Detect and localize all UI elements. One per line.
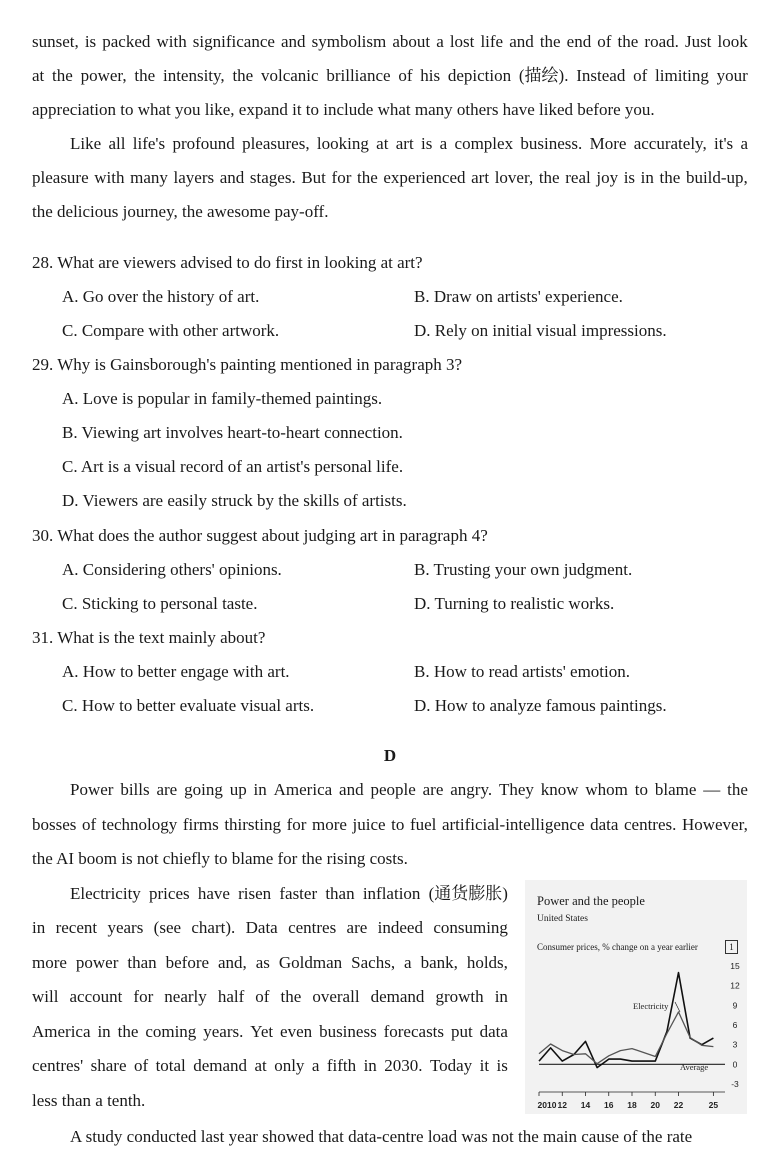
- word: about: [392, 32, 431, 51]
- y-tick-label: -3: [731, 1079, 739, 1089]
- word: are: [156, 780, 178, 799]
- section-label: D: [383, 746, 397, 765]
- question-29-stem: 29. Why is Gainsborough's painting mentioned in paragraph 3?: [32, 355, 463, 374]
- question-29-option-b[interactable]: B. Viewing art involves heart-to-heart connection.: [62, 423, 403, 442]
- word: packed: [102, 32, 151, 51]
- word: of: [255, 987, 270, 1006]
- word: coming: [145, 1022, 197, 1041]
- word: in: [363, 1056, 377, 1075]
- passage-d-p2-line-5: [32, 1022, 508, 1042]
- word: More: [589, 134, 627, 153]
- passage-d-p1-line-2: [32, 815, 748, 835]
- word: Today: [429, 1056, 473, 1075]
- word: going: [184, 780, 223, 799]
- word: data: [590, 815, 619, 834]
- prev-passage-line-2: [32, 66, 748, 86]
- word: it: [479, 1056, 490, 1075]
- x-tick-label: 20: [650, 1100, 660, 1110]
- word: end: [566, 32, 592, 51]
- question-30-option-b[interactable]: B. Trusting your own judgment.: [414, 560, 633, 579]
- word: (描绘).: [518, 66, 569, 85]
- word: people: [370, 780, 416, 799]
- word: know: [540, 780, 579, 799]
- word: joy: [596, 168, 619, 187]
- question-31-option-a[interactable]: A. How to better engage with art.: [62, 662, 290, 681]
- word: holds,: [466, 953, 508, 972]
- y-tick-label: 0: [732, 1059, 738, 1070]
- y-tick-label: 9: [732, 1000, 738, 1011]
- word: up: [229, 780, 247, 799]
- passage-d-p2-line-2: [32, 918, 508, 938]
- y-tick-label: 6: [732, 1020, 738, 1030]
- word: stages.: [249, 168, 296, 187]
- word: (通货膨胀): [428, 884, 508, 903]
- word: America: [273, 780, 333, 799]
- word: recent: [55, 918, 98, 937]
- word: lover,: [494, 168, 534, 187]
- question-31-option-b[interactable]: B. How to read artists' emotion.: [414, 662, 631, 681]
- word: inflation: [362, 884, 421, 903]
- annotation-electricity-leader: [675, 1002, 680, 1012]
- word: indeed: [377, 918, 423, 937]
- word: experienced: [383, 168, 466, 187]
- word: They: [498, 780, 534, 799]
- word: power,: [80, 66, 127, 85]
- word: a: [436, 32, 444, 51]
- word: at: [376, 134, 389, 153]
- word: many: [130, 168, 168, 187]
- word: and: [339, 780, 364, 799]
- word: is: [84, 32, 97, 51]
- word: is: [623, 168, 636, 187]
- word: all: [108, 134, 126, 153]
- chart-title: Power and the people: [537, 894, 645, 908]
- passage-d-p3-line-1: A study conducted last year showed that data-centre load was not the main cause of the rate: [70, 1127, 693, 1146]
- word: is: [421, 134, 433, 153]
- word: the: [52, 66, 73, 85]
- word: with: [156, 32, 187, 51]
- word: and: [281, 32, 306, 51]
- word: at: [32, 66, 45, 85]
- question-29-option-a[interactable]: A. Love is popular in family-themed paintings.: [62, 389, 383, 408]
- word: account: [69, 987, 123, 1006]
- word: thirsting: [224, 815, 281, 834]
- power-price-chart: [525, 880, 747, 1114]
- word: for: [286, 815, 307, 834]
- word: art: [395, 134, 414, 153]
- question-30-option-a[interactable]: A. Considering others' opinions.: [62, 560, 282, 579]
- question-28-option-c[interactable]: C. Compare with other artwork.: [62, 321, 280, 340]
- word: life's: [132, 134, 166, 153]
- chart-number-badge: 1: [725, 940, 738, 954]
- word: centres: [288, 918, 337, 937]
- word: the: [280, 987, 302, 1006]
- word: risen: [238, 884, 272, 903]
- word: for: [331, 168, 352, 187]
- question-30-stem: 30. What does the author suggest about judging art in paragraph 4?: [32, 526, 488, 545]
- word: artificial-intelligence: [441, 815, 585, 834]
- word: the: [727, 780, 748, 799]
- y-tick-label: 3: [732, 1039, 738, 1050]
- series-line-electricity: [539, 973, 713, 1068]
- word: are: [422, 780, 444, 799]
- word: data: [479, 1022, 508, 1041]
- passage-d-p1-line-1: [70, 780, 748, 800]
- word: demand: [193, 1056, 248, 1075]
- word: more: [32, 953, 67, 972]
- word: your: [716, 66, 748, 85]
- word: nearly: [164, 987, 207, 1006]
- word: Goldman: [278, 953, 343, 972]
- word: pleasure: [32, 168, 89, 187]
- passage-d-p2-line-6: [32, 1056, 508, 1076]
- word: more: [311, 815, 347, 834]
- word: of: [633, 66, 648, 85]
- word: than: [127, 953, 157, 972]
- word: Data: [245, 918, 278, 937]
- word: limiting: [655, 66, 709, 85]
- word: volcanic: [260, 66, 319, 85]
- x-tick-label: 12: [557, 1100, 567, 1110]
- word: it's: [714, 134, 734, 153]
- y-tick-label: 15: [730, 961, 740, 971]
- word: demand: [370, 987, 425, 1006]
- word: and: [509, 32, 534, 51]
- word: accurately,: [633, 134, 707, 153]
- word: centres': [32, 1056, 84, 1075]
- word: Sachs,: [351, 953, 396, 972]
- word: centres.: [623, 815, 677, 834]
- word: before: [165, 953, 210, 972]
- word: are: [346, 918, 368, 937]
- passage-d-p2-line-1: [70, 884, 508, 904]
- word: looking: [316, 134, 369, 153]
- x-tick-label: 16: [604, 1100, 614, 1110]
- word: a: [311, 1056, 320, 1075]
- word: bank,: [420, 953, 458, 972]
- x-tick-label: 18: [627, 1100, 637, 1110]
- word: years: [107, 918, 144, 937]
- word: depiction: [447, 66, 512, 85]
- word: of: [597, 32, 612, 51]
- prev-passage-line-3: appreciation to what you like, expand it to include what many others have liked before you.: [32, 100, 655, 119]
- word: the: [617, 32, 639, 51]
- word: significance: [192, 32, 275, 51]
- question-31-stem: 31. What is the text mainly about?: [32, 628, 266, 647]
- word: America: [32, 1022, 91, 1041]
- word: of: [81, 815, 97, 834]
- chart-plot: [525, 880, 747, 1114]
- word: as: [255, 953, 270, 972]
- word: art: [471, 168, 490, 187]
- word: technology: [101, 815, 178, 834]
- word: 2030.: [384, 1056, 423, 1075]
- question-28-option-d[interactable]: D. Rely on initial visual impressions.: [414, 321, 667, 340]
- word: the: [232, 66, 254, 85]
- word: the: [659, 168, 681, 187]
- word: only: [274, 1056, 305, 1075]
- prev-passage-line-1: [32, 32, 748, 52]
- annotation-average: Average: [680, 1062, 709, 1072]
- word: whom: [585, 780, 628, 799]
- x-tick-label: 2010: [537, 1100, 557, 1110]
- word: will: [32, 987, 59, 1006]
- word: for: [133, 987, 154, 1006]
- word: Yet: [250, 1022, 274, 1041]
- word: business: [319, 1022, 377, 1041]
- question-28-option-b[interactable]: B. Draw on artists' experience.: [414, 287, 623, 306]
- chart-ylabel: Consumer prices, % change on a year earlier: [537, 942, 698, 952]
- word: lost: [449, 32, 475, 51]
- word: the: [134, 66, 156, 85]
- word: a: [404, 953, 412, 972]
- word: the: [539, 32, 561, 51]
- word: Like: [70, 134, 102, 153]
- word: the: [117, 1022, 139, 1041]
- word: even: [280, 1022, 313, 1041]
- word: chart).: [191, 918, 236, 937]
- word: half: [217, 987, 245, 1006]
- word: and,: [218, 953, 247, 972]
- word: symbolism: [311, 32, 387, 51]
- word: forecasts: [383, 1022, 445, 1041]
- word: of: [133, 1056, 149, 1075]
- word: in: [640, 168, 654, 187]
- x-tick-label: 14: [580, 1100, 591, 1110]
- word: business.: [520, 134, 583, 153]
- question-28-stem: 28. What are viewers advised to do first in looking at art?: [32, 253, 423, 272]
- word: than: [325, 884, 355, 903]
- chart-subtitle: United States: [537, 914, 588, 924]
- word: look: [717, 32, 748, 51]
- word: in: [97, 1022, 111, 1041]
- word: road.: [644, 32, 679, 51]
- word: consuming: [433, 918, 508, 937]
- word: Electricity: [70, 884, 141, 903]
- annotation-electricity: Electricity: [633, 1001, 669, 1011]
- word: in: [494, 987, 508, 1006]
- word: years.: [203, 1022, 244, 1041]
- word: juice: [352, 815, 386, 834]
- word: —: [703, 780, 721, 799]
- word: angry.: [450, 780, 493, 799]
- word: have: [197, 884, 230, 903]
- word: prices: [149, 884, 190, 903]
- word: a: [740, 134, 748, 153]
- prev-passage-para2-line-1: [70, 134, 748, 154]
- y-tick-label: 12: [730, 980, 740, 991]
- word: blame: [654, 780, 697, 799]
- word: (see: [153, 918, 182, 937]
- question-29-option-c[interactable]: C. Art is a visual record of an artist's personal life.: [62, 457, 404, 476]
- word: build-up,: [685, 168, 748, 187]
- word: fifth: [326, 1056, 357, 1075]
- word: to: [391, 815, 405, 834]
- word: to: [634, 780, 648, 799]
- word: However,: [681, 815, 748, 834]
- word: brilliance: [326, 66, 391, 85]
- word: is: [496, 1056, 508, 1075]
- word: total: [155, 1056, 186, 1075]
- passage-d-p2-line-4: [32, 987, 508, 1007]
- word: Instead: [576, 66, 626, 85]
- word: layers: [173, 168, 215, 187]
- passage-d-p2-line-7: less than a tenth.: [32, 1091, 146, 1110]
- word: real: [565, 168, 591, 187]
- word: pleasures,: [242, 134, 310, 153]
- word: and: [219, 168, 245, 187]
- passage-d-p1-line-3: the AI boom is not chiefly to blame for the rising costs.: [32, 849, 408, 868]
- question-30-option-d[interactable]: D. Turning to realistic works.: [414, 594, 615, 613]
- question-31-option-d[interactable]: D. How to analyze famous paintings.: [414, 696, 667, 715]
- passage-d-p2-line-3: [32, 953, 508, 973]
- word: overall: [312, 987, 360, 1006]
- question-28-option-a[interactable]: A. Go over the history of art.: [62, 287, 260, 306]
- prev-passage-para2-line-2: [32, 168, 748, 188]
- word: fuel: [409, 815, 437, 834]
- word: intensity,: [162, 66, 225, 85]
- word: bosses: [32, 815, 77, 834]
- word: sunset,: [32, 32, 79, 51]
- word: the: [538, 168, 560, 187]
- x-tick-label: 22: [673, 1100, 684, 1110]
- word: a: [439, 134, 448, 153]
- word: of: [398, 66, 413, 85]
- word: But: [301, 168, 326, 187]
- word: the: [356, 168, 378, 187]
- word: growth: [435, 987, 484, 1006]
- word: with: [94, 168, 125, 187]
- word: complex: [454, 134, 514, 153]
- question-30-option-c[interactable]: C. Sticking to personal taste.: [62, 594, 258, 613]
- word: in: [32, 918, 46, 937]
- word: put: [450, 1022, 473, 1041]
- word: life: [480, 32, 504, 51]
- question-31-option-c[interactable]: C. How to better evaluate visual arts.: [62, 696, 315, 715]
- word: Just: [684, 32, 712, 51]
- x-tick-label: 25: [708, 1100, 719, 1110]
- word: faster: [279, 884, 318, 903]
- word: Power: [70, 780, 114, 799]
- word: profound: [172, 134, 235, 153]
- word: at: [254, 1056, 267, 1075]
- word: share: [90, 1056, 127, 1075]
- word: power: [75, 953, 119, 972]
- word: bills: [120, 780, 150, 799]
- word: in: [253, 780, 267, 799]
- prev-passage-para2-line-3: the delicious journey, the awesome pay-off.: [32, 202, 329, 221]
- word: his: [420, 66, 441, 85]
- question-29-option-d[interactable]: D. Viewers are easily struck by the skills of artists.: [62, 491, 407, 510]
- word: firms: [182, 815, 219, 834]
